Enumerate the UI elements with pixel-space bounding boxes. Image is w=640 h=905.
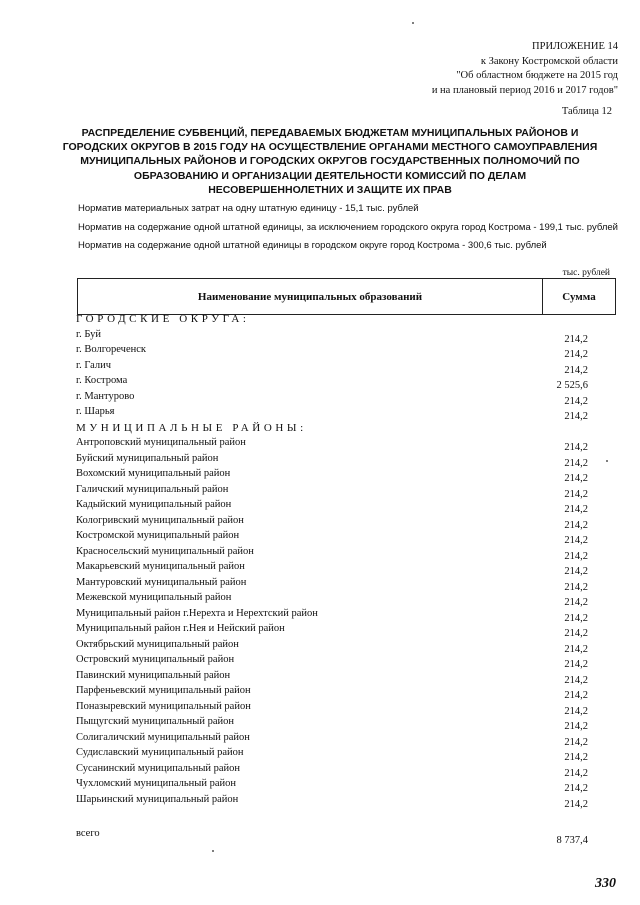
subvention-sum: 214,2 bbox=[564, 721, 588, 732]
table-row bbox=[76, 716, 616, 732]
table-row bbox=[76, 592, 616, 608]
document-title bbox=[50, 126, 610, 197]
table-row bbox=[76, 437, 616, 453]
section-header-row bbox=[76, 313, 616, 329]
subvention-sum: 214,2 bbox=[564, 566, 588, 577]
municipality-name: Мантуровский муниципальный район bbox=[76, 576, 247, 588]
subvention-sum: 214,2 bbox=[564, 752, 588, 763]
title-line: МУНИЦИПАЛЬНЫХ РАЙОНОВ И ГОРОДСКИХ ОКРУГОВ ГОСУДАРСТВЕННЫХ ПОЛНОМОЧИЙ ПО bbox=[80, 155, 580, 168]
municipality-name: Солигаличский муниципальный район bbox=[76, 731, 250, 743]
subvention-sum: 214,2 bbox=[564, 581, 588, 593]
table-row bbox=[76, 561, 616, 577]
subvention-sum: 214,2 bbox=[564, 597, 588, 608]
appendix-line: к Закону Костромской области bbox=[480, 55, 618, 67]
municipality-name: Буйский муниципальный район bbox=[76, 452, 219, 464]
municipality-name: Муниципальный район г.Нея и Нейский район bbox=[76, 623, 285, 634]
municipality-name: Кологривский муниципальный район bbox=[76, 514, 244, 526]
table-row bbox=[76, 747, 616, 763]
norm-staff-kostroma: Норматив на содержание одной штатной единицы в городском округе город Кострома - 300,6 тыс. рублей bbox=[78, 240, 547, 251]
municipality-name: г. Буй bbox=[76, 328, 102, 340]
municipality-name: г. Шарья bbox=[76, 406, 115, 417]
municipality-name: г. Кострома bbox=[76, 375, 128, 386]
table-header bbox=[77, 278, 616, 315]
scan-speck bbox=[412, 22, 414, 24]
subvention-sum: 214,2 bbox=[564, 395, 588, 407]
table-row bbox=[76, 577, 616, 593]
municipality-name: Межевской муниципальный район bbox=[76, 592, 232, 603]
municipality-name: г. Волгореченск bbox=[76, 344, 146, 355]
table-row bbox=[76, 484, 616, 500]
table-row bbox=[76, 360, 616, 376]
municipality-name: Вохомский муниципальный район bbox=[76, 468, 231, 479]
subvention-sum: 214,2 bbox=[564, 628, 588, 639]
subvention-sum: 214,2 bbox=[564, 333, 588, 345]
municipality-name: Парфеньевский муниципальный район bbox=[76, 685, 251, 696]
table-row bbox=[76, 546, 616, 562]
subvention-sum: 214,2 bbox=[564, 473, 588, 484]
table-row bbox=[76, 344, 616, 360]
table-row bbox=[76, 515, 616, 531]
municipality-name: Макарьевский муниципальный район bbox=[76, 561, 245, 572]
table-row bbox=[76, 701, 616, 717]
municipality-name: Судиславский муниципальный район bbox=[76, 747, 244, 758]
municipality-name: Павинский муниципальный район bbox=[76, 669, 231, 681]
appendix-line: и на плановый период 2016 и 2017 годов" bbox=[431, 84, 618, 96]
subvention-sum: 214,2 bbox=[564, 364, 588, 376]
norms-block bbox=[78, 203, 618, 259]
units-label: тыс. рублей bbox=[562, 268, 610, 278]
municipality-name: Антроповский муниципальный район bbox=[76, 437, 246, 448]
municipality-name: Октябрьский муниципальный район bbox=[76, 638, 239, 650]
table-body bbox=[76, 313, 616, 809]
table-row bbox=[76, 654, 616, 670]
subvention-sum: 214,2 bbox=[564, 736, 588, 748]
table-row bbox=[76, 639, 616, 655]
appendix-line: "Об областном бюджете на 2015 год bbox=[456, 70, 618, 81]
subvention-sum: 214,2 bbox=[564, 442, 588, 453]
section-header-row bbox=[76, 422, 616, 438]
table-row bbox=[76, 778, 616, 794]
municipality-name: Чухломский муниципальный район bbox=[76, 778, 236, 789]
subvention-sum: 214,2 bbox=[564, 550, 588, 562]
appendix-line: ПРИЛОЖЕНИЕ 14 bbox=[532, 41, 618, 52]
municipality-name: Красносельский муниципальный район bbox=[76, 545, 254, 557]
subvention-sum: 2 525,6 bbox=[556, 380, 588, 391]
subvention-sum: 214,2 bbox=[564, 535, 588, 546]
table-row bbox=[76, 530, 616, 546]
table-number: Таблица 12 bbox=[561, 106, 612, 117]
subvention-sum: 214,2 bbox=[564, 705, 588, 717]
page-number: 330 bbox=[595, 876, 616, 891]
subvention-sum: 214,2 bbox=[564, 674, 588, 686]
subvention-sum: 214,2 bbox=[564, 349, 588, 360]
subvention-sum: 214,2 bbox=[564, 798, 588, 810]
subvention-sum: 214,2 bbox=[564, 643, 588, 655]
subvention-sum: 214,2 bbox=[564, 783, 588, 794]
table-row bbox=[76, 732, 616, 748]
table-row bbox=[76, 670, 616, 686]
scan-speck bbox=[212, 850, 214, 852]
table-row bbox=[76, 406, 616, 422]
title-line: ГОРОДСКИХ ОКРУГОВ В 2015 ГОДУ НА ОСУЩЕСТВЛЕНИЕ ОРГАНАМИ МЕСТНОГО САМОУПРАВЛЕНИЯ bbox=[62, 141, 598, 154]
subvention-sum: 214,2 bbox=[564, 504, 588, 515]
municipality-name: Галичский муниципальный район bbox=[76, 483, 229, 495]
subvention-sum: 214,2 bbox=[564, 457, 588, 469]
table-row bbox=[76, 391, 616, 407]
total-value: 8 737,4 bbox=[556, 835, 588, 846]
table-row bbox=[76, 375, 616, 391]
subvention-sum: 214,2 bbox=[564, 612, 588, 624]
municipality-name: г. Мантурово bbox=[76, 390, 135, 402]
norm-material: Норматив материальных затрат на одну штатную единицу - 15,1 тыс. рублей bbox=[78, 203, 419, 214]
municipality-name: Сусанинский муниципальный район bbox=[76, 762, 241, 774]
table-row bbox=[76, 685, 616, 701]
municipality-name: Муниципальный район г.Нерехта и Нерехтский район bbox=[76, 607, 318, 619]
municipality-name: Пыщугский муниципальный район bbox=[76, 716, 234, 727]
municipality-name: Кадыйский муниципальный район bbox=[76, 499, 232, 510]
section-title: ГОРОДСКИЕ ОКРУГА: bbox=[76, 313, 250, 325]
appendix-note bbox=[432, 40, 618, 98]
norm-staff-general: Норматив на содержание одной штатной единицы, за исключением городского округа город Кострома - 199,1 тыс. рублей bbox=[78, 221, 618, 233]
title-line: РАСПРЕДЕЛЕНИЕ СУБВЕНЦИЙ, ПЕРЕДАВАЕМЫХ БЮДЖЕТАМ МУНИЦИПАЛЬНЫХ РАЙОНОВ И bbox=[81, 127, 579, 139]
table-row bbox=[76, 329, 616, 345]
table-row bbox=[76, 763, 616, 779]
municipality-name: г. Галич bbox=[76, 359, 112, 371]
municipality-name: Костромской муниципальный район bbox=[76, 530, 240, 541]
title-line: ОБРАЗОВАНИЮ И ОРГАНИЗАЦИИ ДЕЯТЕЛЬНОСТИ КОМИССИЙ ПО ДЕЛАМ bbox=[133, 169, 527, 182]
municipality-name: Островский муниципальный район bbox=[76, 654, 235, 665]
municipality-name: Поназыревский муниципальный район bbox=[76, 700, 251, 712]
subvention-sum: 214,2 bbox=[564, 767, 588, 779]
section-title: МУНИЦИПАЛЬНЫЕ РАЙОНЫ: bbox=[76, 421, 307, 434]
table-row bbox=[76, 453, 616, 469]
subvention-sum: 214,2 bbox=[564, 690, 588, 701]
subvention-sum: 214,2 bbox=[564, 411, 588, 422]
subvention-sum: 214,2 bbox=[564, 519, 588, 531]
table-row bbox=[76, 794, 616, 810]
subvention-sum: 214,2 bbox=[564, 659, 588, 670]
column-header-sum: Сумма bbox=[562, 290, 596, 303]
scan-speck bbox=[606, 460, 608, 462]
table-row bbox=[76, 608, 616, 624]
table-row bbox=[76, 623, 616, 639]
table-row bbox=[76, 499, 616, 515]
title-line: НЕСОВЕРШЕННОЛЕТНИХ И ЗАЩИТЕ ИХ ПРАВ bbox=[208, 183, 452, 196]
total-label: всего bbox=[76, 828, 100, 839]
municipality-name: Шарьинский муниципальный район bbox=[76, 793, 239, 805]
subvention-sum: 214,2 bbox=[564, 488, 588, 500]
column-header-name: Наименование муниципальных образований bbox=[78, 279, 543, 314]
table-row bbox=[76, 468, 616, 484]
